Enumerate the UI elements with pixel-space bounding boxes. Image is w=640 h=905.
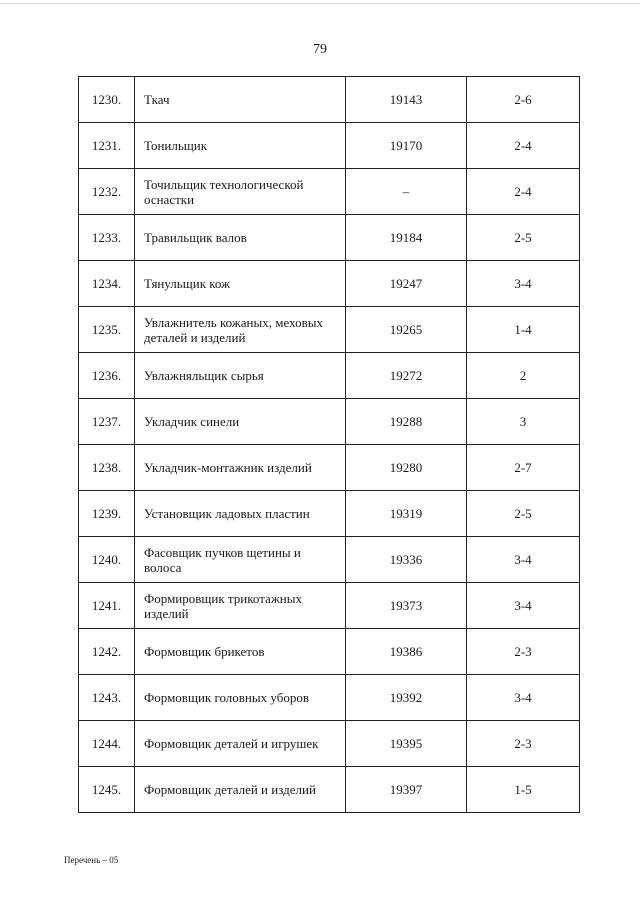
profession-name-cell: Укладчик-монтажник изделий <box>135 445 346 491</box>
grade-range-cell: 1-5 <box>467 767 580 813</box>
row-number-cell: 1232. <box>79 169 135 215</box>
row-number-cell: 1241. <box>79 583 135 629</box>
row-number-cell: 1236. <box>79 353 135 399</box>
row-number-cell: 1233. <box>79 215 135 261</box>
document-footer: Перечень – 05 <box>64 855 119 865</box>
row-number-cell: 1235. <box>79 307 135 353</box>
profession-code-cell: 19170 <box>346 123 467 169</box>
table-row <box>79 445 580 491</box>
row-number-cell: 1240. <box>79 537 135 583</box>
profession-name-cell: Увлажняльщик сырья <box>135 353 346 399</box>
grade-range-cell: 3-4 <box>467 675 580 721</box>
grade-range-cell: 2-7 <box>467 445 580 491</box>
profession-code-cell: – <box>346 169 467 215</box>
table-row <box>79 675 580 721</box>
row-number-cell: 1231. <box>79 123 135 169</box>
grade-range-cell: 1-4 <box>467 307 580 353</box>
table-row <box>79 307 580 353</box>
grade-range-cell: 2-3 <box>467 629 580 675</box>
profession-code-cell: 19184 <box>346 215 467 261</box>
grade-range-cell: 2-3 <box>467 721 580 767</box>
page-number: 79 <box>313 42 327 57</box>
table-row <box>79 767 580 813</box>
grade-range-cell: 3-4 <box>467 583 580 629</box>
row-number-cell: 1245. <box>79 767 135 813</box>
table-row <box>79 123 580 169</box>
grade-range-cell: 2-5 <box>467 215 580 261</box>
row-number-cell: 1239. <box>79 491 135 537</box>
grade-range-cell: 2-4 <box>467 123 580 169</box>
table-row <box>79 353 580 399</box>
table-row <box>79 491 580 537</box>
profession-code-cell: 19272 <box>346 353 467 399</box>
table-row <box>79 629 580 675</box>
profession-name-cell: Увлажнитель кожаных, меховых деталей и изделий <box>135 307 346 353</box>
profession-code-cell: 19319 <box>346 491 467 537</box>
profession-name-cell: Установщик ладовых пластин <box>135 491 346 537</box>
table-row <box>79 399 580 445</box>
profession-code-cell: 19280 <box>346 445 467 491</box>
profession-code-cell: 19336 <box>346 537 467 583</box>
table-row <box>79 215 580 261</box>
profession-code-cell: 19265 <box>346 307 467 353</box>
grade-range-cell: 2-4 <box>467 169 580 215</box>
profession-name-cell: Тонильщик <box>135 123 346 169</box>
row-number-cell: 1242. <box>79 629 135 675</box>
profession-code-cell: 19143 <box>346 77 467 123</box>
grade-range-cell: 2 <box>467 353 580 399</box>
row-number-cell: 1234. <box>79 261 135 307</box>
profession-name-cell: Формовщик деталей и игрушек <box>135 721 346 767</box>
table-row <box>79 261 580 307</box>
row-number-cell: 1238. <box>79 445 135 491</box>
profession-name-cell: Точильщик технологической оснастки <box>135 169 346 215</box>
grade-range-cell: 3-4 <box>467 537 580 583</box>
profession-code-cell: 19397 <box>346 767 467 813</box>
table-row <box>79 77 580 123</box>
profession-name-cell: Формовщик брикетов <box>135 629 346 675</box>
profession-name-cell: Формовщик деталей и изделий <box>135 767 346 813</box>
professions-table <box>78 76 580 813</box>
scan-top-edge <box>0 3 640 4</box>
row-number-cell: 1243. <box>79 675 135 721</box>
table-row <box>79 583 580 629</box>
grade-range-cell: 2-6 <box>467 77 580 123</box>
grade-range-cell: 3 <box>467 399 580 445</box>
profession-code-cell: 19392 <box>346 675 467 721</box>
row-number-cell: 1230. <box>79 77 135 123</box>
profession-name-cell: Тянульщик кож <box>135 261 346 307</box>
profession-name-cell: Ткач <box>135 77 346 123</box>
grade-range-cell: 2-5 <box>467 491 580 537</box>
row-number-cell: 1244. <box>79 721 135 767</box>
profession-code-cell: 19288 <box>346 399 467 445</box>
profession-code-cell: 19247 <box>346 261 467 307</box>
profession-name-cell: Формовщик головных уборов <box>135 675 346 721</box>
profession-name-cell: Травильщик валов <box>135 215 346 261</box>
table-row <box>79 721 580 767</box>
profession-code-cell: 19395 <box>346 721 467 767</box>
profession-name-cell: Фасовщик пучков щетины и волоса <box>135 537 346 583</box>
profession-code-cell: 19386 <box>346 629 467 675</box>
profession-name-cell: Формировщик трикотажных изделий <box>135 583 346 629</box>
grade-range-cell: 3-4 <box>467 261 580 307</box>
profession-code-cell: 19373 <box>346 583 467 629</box>
professions-table-body <box>79 77 580 813</box>
table-row <box>79 537 580 583</box>
table-row <box>79 169 580 215</box>
row-number-cell: 1237. <box>79 399 135 445</box>
profession-name-cell: Укладчик синели <box>135 399 346 445</box>
